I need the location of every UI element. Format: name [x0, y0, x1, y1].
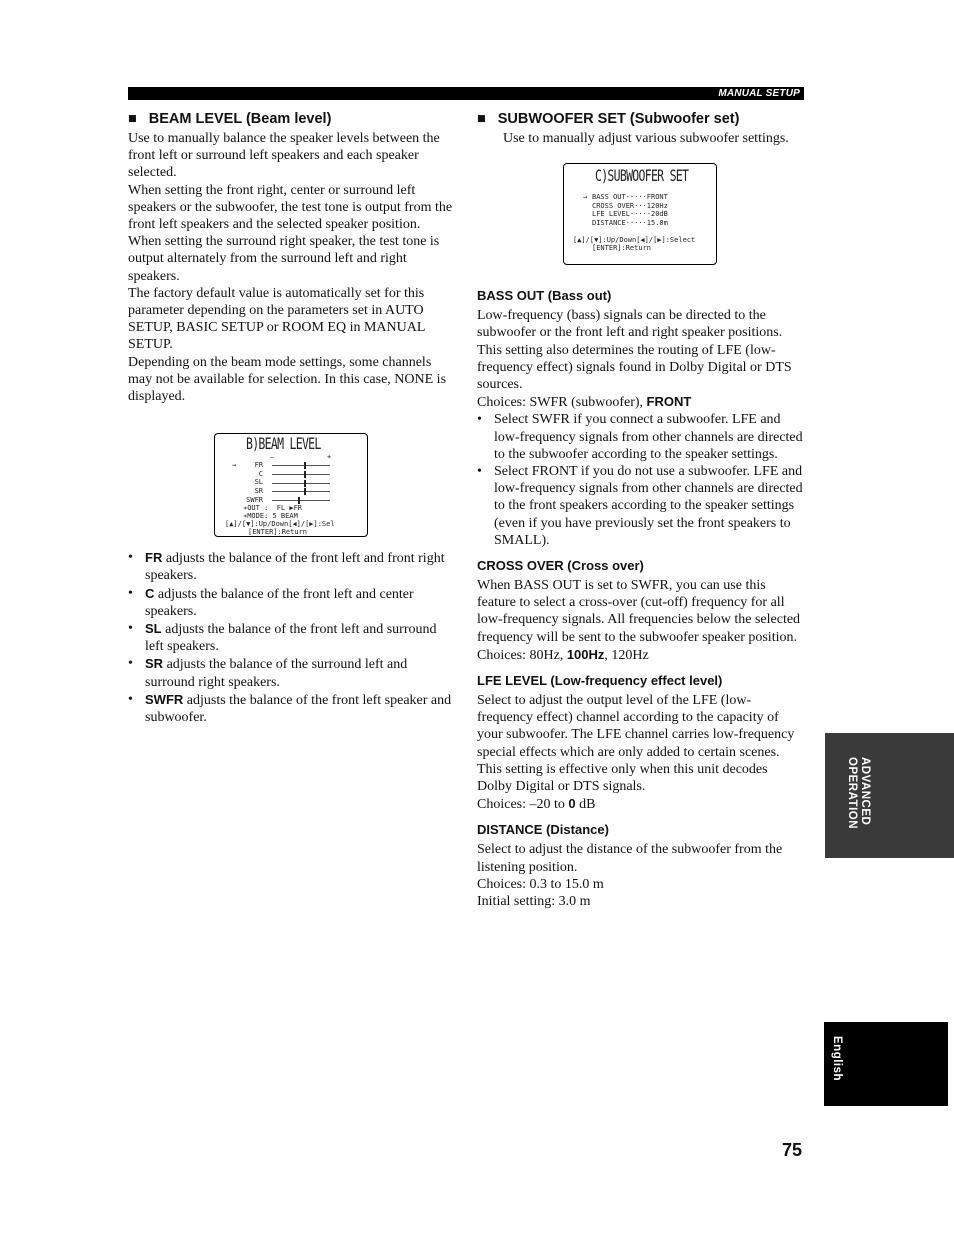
right-column: [477, 110, 805, 910]
side-tab-advanced-operation: [825, 733, 954, 858]
bass-out-bullets: [477, 411, 805, 549]
beam-level-paragraph: When setting the front right, center or surround left speakers or the subwoofer, the test tone is output from the front left speakers and the selected speaker position.: [128, 182, 453, 233]
bullet-term: SL: [145, 621, 162, 637]
beam-level-paragraph: Depending on the beam mode settings, some channels may not be available for selection. In this case, NONE is displayed.: [128, 354, 447, 405]
beam-level-heading: [128, 110, 456, 128]
beam-level-paragraph: When setting the surround right speaker, the test tone is output alternately from the surround left and right speakers.: [128, 234, 440, 284]
minus-label: –: [270, 453, 275, 462]
bullet-text: adjusts the balance of the surround left and surround right speakers.: [145, 657, 408, 690]
side-tab-english-label: English: [831, 1036, 843, 1082]
choices-default: 100Hz: [566, 646, 605, 662]
choices-prefix: Choices: –20 to: [477, 797, 569, 813]
bullet-text: adjusts the balance of the front left speaker and subwoofer.: [145, 692, 452, 726]
level-slider-track: [272, 500, 330, 501]
out-line: ∗OUT : FL ▶FR: [243, 504, 303, 513]
setting-line: CROSS OVER···120Hz: [592, 202, 668, 211]
subwoofer-set-intro: Use to manually adjust various subwoofer settings.: [503, 131, 789, 146]
level-slider-knob: [304, 462, 306, 469]
bass-out-body: Low-frequency (bass) signals can be directed to the subwoofer or the front left and right speaker positions. This setting also determines the routing of LFE (low-frequency effect) signals found in Dolby Digital or DTS sources.: [477, 308, 792, 393]
distance-initial: Initial setting: 3.0 m: [477, 894, 591, 910]
list-item: [128, 620, 456, 655]
list-item: • Select SWFR if you connect a subwoofer. LFE and low-frequency signals from other channels are directed to the subwoofer according to the speaker settings.: [477, 411, 805, 463]
channel-label-sl: SL: [254, 478, 263, 487]
beam-level-paragraph: The factory default value is automatically set for this parameter depending on the parameters set in AUTO SETUP, BASIC SETUP or ROOM EQ in MANUAL SETUP.: [128, 285, 425, 353]
bullet-text: adjusts the balance of the front left and surround left speakers.: [145, 622, 437, 655]
choices-default: 0: [568, 796, 576, 812]
setting-line: BASS OUT·····FRONT: [592, 193, 668, 202]
nav-line: [▲]/[▼]:Up/Down[◀]/[▶]:Sel: [225, 520, 335, 529]
level-slider-knob: [304, 488, 306, 495]
beam-level-bullets: [128, 549, 456, 726]
level-slider-knob: [304, 480, 306, 487]
beam-level-heading-text: BEAM LEVEL (Beam level): [148, 111, 332, 127]
channel-label-sr: SR: [254, 487, 263, 496]
channel-label-fr: FR: [254, 461, 263, 470]
left-column: [128, 110, 456, 726]
lfe-level-choices: [477, 795, 805, 813]
bullet-term: FR: [145, 550, 163, 566]
list-item: [128, 655, 456, 690]
bass-out-choices: [477, 393, 805, 411]
subwoofer-set-screen: [563, 163, 717, 265]
setting-line: DISTANCE·····15.0m: [592, 219, 668, 228]
section-label: MANUAL SETUP: [718, 88, 800, 99]
distance-body: Select to adjust the distance of the subwoofer from the listening position.: [477, 842, 783, 875]
subwoofer-set-screen-title: C)SUBWOOFER SET: [595, 166, 689, 186]
channel-label-swfr: SWFR: [246, 496, 263, 505]
list-item: [128, 549, 456, 584]
distance-heading: DISTANCE (Distance): [477, 822, 609, 838]
subwoofer-set-heading: [477, 110, 805, 128]
heading-square-icon: ■: [477, 111, 486, 127]
cross-over-body: When BASS OUT is set to SWFR, you can use this feature to select a cross-over (cut-off) frequency for all low-frequency signals. All frequencies below the selected frequency will be sent to the subwoofer speaker position.: [477, 578, 801, 645]
enter-line: [ENTER]:Return: [248, 528, 308, 537]
bullet-term: SWFR: [145, 691, 184, 707]
subwoofer-set-heading-text: SUBWOOFER SET (Subwoofer set): [497, 111, 740, 127]
header-bar: [128, 87, 804, 100]
bass-out-heading: BASS OUT (Bass out): [477, 288, 612, 304]
cross-over-choices: [477, 646, 805, 664]
choices-suffix: , 120Hz: [604, 647, 649, 663]
side-tab-advanced-operation-label: ADVANCED OPERATION: [846, 757, 871, 830]
choices-prefix: Choices: 80Hz,: [477, 647, 567, 663]
bullet-term: SR: [145, 656, 164, 672]
beam-level-screen: [214, 433, 368, 537]
beam-level-screen-title: B)BEAM LEVEL: [246, 434, 321, 454]
distance-choices: Choices: 0.3 to 15.0 m: [477, 876, 604, 892]
heading-square-icon: ■: [128, 111, 137, 127]
bullet-text: adjusts the balance of the front left and front right speakers.: [145, 551, 445, 584]
side-tab-english: [824, 1022, 948, 1106]
level-slider-knob: [298, 497, 300, 504]
plus-label: +: [327, 453, 332, 462]
cross-over-heading: CROSS OVER (Cross over): [477, 558, 644, 574]
cursor-arrow-icon: →: [232, 461, 237, 470]
lfe-level-heading: LFE LEVEL (Low-frequency effect level): [477, 673, 723, 689]
beam-level-paragraph: Use to manually balance the speaker levels between the front left or surround left speakers and each speaker selected.: [128, 131, 440, 181]
enter-line: [ENTER]:Return: [592, 244, 652, 253]
lfe-level-body: Select to adjust the output level of the LFE (low-frequency effect) channel according to the capacity of your subwoofer. The LFE channel carries low-frequency special effects which are only added to certain scenes. This setting is effective only when this unit decodes Dolby Digital or DTS signals.: [477, 693, 795, 795]
cursor-arrow-icon: →: [583, 193, 588, 202]
level-slider-knob: [304, 471, 306, 478]
level-slider-track: [272, 465, 330, 466]
level-slider-track: [272, 474, 330, 475]
choices-default: FRONT: [646, 394, 692, 410]
list-item: [128, 585, 456, 620]
setting-line: LFE LEVEL····-20dB: [592, 210, 668, 219]
list-item: • Select FRONT if you do not use a subwoofer. LFE and low-frequency signals from other channels are directed to the front speakers according to the speaker settings (even if you have previously set the front speakers to SMALL).: [477, 463, 805, 549]
bullet-text: adjusts the balance of the front left and center speakers.: [145, 586, 414, 619]
nav-line: [▲]/[▼]:Up/Down[◀]/[▶]:Select: [573, 236, 696, 245]
level-slider-track: [272, 491, 330, 492]
level-slider-track: [272, 483, 330, 484]
mode-line: ∗MODE: 5 BEAM: [243, 512, 298, 521]
choices-prefix: Choices: SWFR (subwoofer),: [477, 395, 647, 411]
choices-suffix: dB: [575, 797, 596, 813]
channel-label-c: C: [258, 470, 263, 479]
list-item: [128, 691, 456, 726]
bullet-term: C: [145, 585, 155, 601]
page-number: 75: [782, 1140, 803, 1160]
